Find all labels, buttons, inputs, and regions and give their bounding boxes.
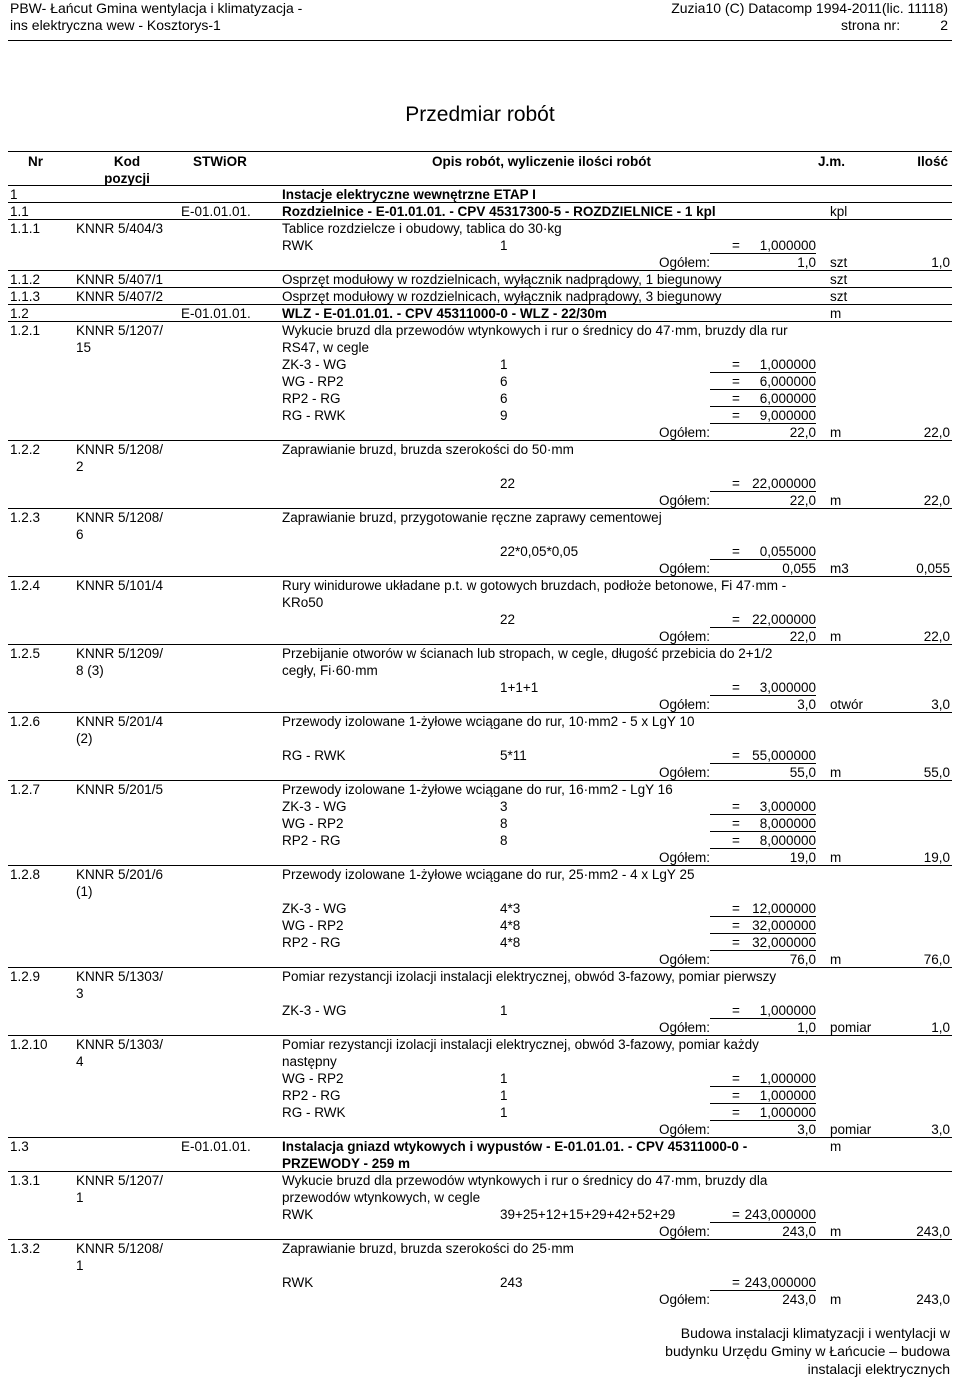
total-value: 3,0 (797, 1122, 816, 1137)
calc-expression: 1 (500, 1071, 508, 1086)
total-quantity: 19,0 (923, 850, 950, 865)
position-description: Przewody izolowane 1-żyłowe wciągane do rur, 16·mm2 - LgY 16 (282, 782, 673, 797)
calc-label: WG - RP2 (282, 1071, 344, 1086)
calc-label: WG - RP2 (282, 374, 344, 389)
row-rule (8, 219, 952, 220)
calc-equals: = (732, 748, 740, 763)
total-value: 19,0 (789, 850, 816, 865)
calc-result: 6,000000 (759, 391, 816, 406)
calc-equals: = (732, 1207, 740, 1222)
position-code: KNNR 5/1208/ 6 (76, 510, 164, 542)
row-rule (8, 1171, 952, 1172)
position-code: KNNR 5/201/4 (2) (76, 714, 164, 746)
position-code: KNNR 5/1208/ 1 (76, 1241, 164, 1273)
calc-label: RP2 - RG (282, 935, 341, 950)
total-unit: szt (830, 255, 848, 270)
row-rule (8, 304, 952, 305)
page-number-line (671, 17, 948, 34)
total-label: Ogółem: (658, 850, 710, 865)
total-unit: m (830, 952, 842, 967)
position-description: Pomiar rezystancji izolacji instalacji elektrycznej, obwód 3-fazowy, pomiar każdy następny (282, 1037, 759, 1069)
position-code: KNNR 5/407/2 (76, 289, 164, 304)
total-label: Ogółem: (658, 765, 710, 780)
total-unit: otwór (830, 697, 864, 712)
calc-label: RG - RWK (282, 748, 346, 763)
calc-equals: = (732, 391, 740, 406)
calc-label: RP2 - RG (282, 1088, 341, 1103)
calc-equals: = (732, 408, 740, 423)
footer-line-3: instalacji elektrycznych (807, 1361, 950, 1377)
footer-line-1: Budowa instalacji klimatyzacji i wentylacji w (680, 1325, 950, 1341)
calc-equals: = (732, 1275, 740, 1290)
total-unit: pomiar (830, 1020, 872, 1035)
total-quantity: 3,0 (931, 1122, 950, 1137)
total-value: 1,0 (797, 1020, 816, 1035)
calc-equals: = (732, 476, 740, 491)
footer-line-2: budynku Urzędu Gminy w Łańcucie – budowa (665, 1343, 950, 1359)
calc-label: RWK (282, 1207, 314, 1222)
position-number: 1.1.1 (10, 221, 41, 236)
calc-label: ZK-3 - WG (282, 901, 347, 916)
total-label: Ogółem: (658, 1020, 710, 1035)
position-number: 1.2.6 (10, 714, 41, 729)
total-unit: m (830, 1292, 842, 1307)
calc-expression: 4*8 (500, 918, 521, 933)
col-header-kod (104, 153, 150, 187)
calc-equals: = (732, 357, 740, 372)
stwior-code: E-01.01.01. (181, 1139, 251, 1154)
page-title: Przedmiar robót (405, 103, 555, 126)
total-label: Ogółem: (658, 561, 710, 576)
position-number: 1.3 (10, 1139, 29, 1154)
col-header-nr: Nr (28, 154, 44, 169)
position-description: Wykucie bruzd dla przewodów wtynkowych i rur o średnicy do 47·mm, bruzdy dla przewodów wtynkowych, w cegle (282, 1173, 768, 1205)
position-description: Tablice rozdzielcze i obudowy, tablica do 30·kg (282, 221, 562, 236)
calc-equals: = (732, 544, 740, 559)
calc-expression: 1+1+1 (500, 680, 539, 695)
calc-equals: = (732, 935, 740, 950)
calc-expression: 6 (500, 374, 508, 389)
calc-label: ZK-3 - WG (282, 357, 347, 372)
position-code: KNNR 5/1207/ 1 (76, 1173, 164, 1205)
total-quantity: 55,0 (923, 765, 950, 780)
position-number: 1.1 (10, 204, 29, 219)
position-description: Osprzęt modułowy w rozdzielnicach, wyłącznik nadprądowy, 3 biegunowy (282, 289, 722, 304)
calc-result: 243,000000 (744, 1275, 816, 1290)
calc-expression: 9 (500, 408, 508, 423)
calc-label: RWK (282, 238, 314, 253)
total-quantity: 22,0 (923, 493, 950, 508)
total-value: 22,0 (789, 629, 816, 644)
total-label: Ogółem: (658, 697, 710, 712)
calc-result: 22,000000 (752, 612, 816, 627)
calc-result: 32,000000 (752, 935, 816, 950)
calc-equals: = (732, 238, 740, 253)
position-unit: szt (830, 272, 848, 287)
total-label: Ogółem: (658, 425, 710, 440)
col-header-kod-line1: Kod (113, 154, 141, 169)
stwior-code: E-01.01.01. (181, 306, 251, 321)
calc-result: 1,000000 (759, 1088, 816, 1103)
position-code: KNNR 5/1303/ 4 (76, 1037, 164, 1069)
total-value: 3,0 (797, 697, 816, 712)
calc-expression: 8 (500, 833, 508, 848)
total-label: Ogółem: (658, 629, 710, 644)
calc-expression: 22*0,05*0,05 (500, 544, 579, 559)
calc-equals: = (732, 612, 740, 627)
calc-label: ZK-3 - WG (282, 1003, 347, 1018)
calc-label: WG - RP2 (282, 918, 344, 933)
header-rule (8, 40, 952, 41)
position-number: 1.2.1 (10, 323, 41, 338)
total-quantity: 22,0 (923, 425, 950, 440)
calc-expression: 1 (500, 1088, 508, 1103)
stwior-code: E-01.01.01. (181, 204, 251, 219)
calc-expression: 39+25+12+15+29+42+52+29 (500, 1207, 676, 1222)
col-header-opis: Opis robót, wyliczenie ilości robót (432, 154, 652, 169)
total-value: 1,0 (797, 255, 816, 270)
position-number: 1.1.2 (10, 272, 41, 287)
calc-equals: = (732, 833, 740, 848)
calc-label: RP2 - RG (282, 391, 341, 406)
total-unit: m (830, 1224, 842, 1239)
calc-expression: 1 (500, 1105, 508, 1120)
position-code: KNNR 5/201/6 (1) (76, 867, 164, 899)
col-header-kod-line2: pozycji (104, 171, 150, 186)
estimate-name: ins elektryczna wew - Kosztorys-1 (10, 17, 221, 33)
total-unit: m3 (830, 561, 849, 576)
position-description: WLZ - E-01.01.01. - CPV 45311000-0 - WLZ - 22/30m (282, 306, 607, 321)
calc-result: 8,000000 (759, 833, 816, 848)
calc-expression: 22 (500, 476, 516, 491)
calc-equals: = (732, 918, 740, 933)
col-header-stwior: STWiOR (193, 154, 247, 169)
position-number: 1.1.3 (10, 289, 41, 304)
total-unit: m (830, 493, 842, 508)
total-value: 243,0 (782, 1292, 816, 1307)
calc-label: RG - RWK (282, 408, 346, 423)
position-code: KNNR 5/201/5 (76, 782, 164, 797)
calc-equals: = (732, 799, 740, 814)
position-code: KNNR 5/1208/ 2 (76, 442, 164, 474)
calc-result: 243,000000 (744, 1207, 816, 1222)
position-number: 1.2.4 (10, 578, 41, 593)
calc-result: 1,000000 (759, 238, 816, 253)
position-number: 1.2.2 (10, 442, 41, 457)
position-description: Wykucie bruzd dla przewodów wtynkowych i rur o średnicy do 47·mm, bruzdy dla rur RS47, w cegle (282, 323, 788, 355)
calc-equals: = (732, 1071, 740, 1086)
position-unit: szt (830, 289, 848, 304)
total-quantity: 0,055 (916, 561, 950, 576)
row-rule (8, 185, 952, 186)
total-quantity: 3,0 (931, 697, 950, 712)
position-code: KNNR 5/101/4 (76, 578, 164, 593)
document-header-left (10, 0, 302, 34)
position-unit: kpl (830, 204, 848, 219)
total-value: 22,0 (789, 425, 816, 440)
total-quantity: 243,0 (916, 1292, 950, 1307)
document-header-right (671, 0, 948, 34)
calc-expression: 8 (500, 816, 508, 831)
calc-expression: 3 (500, 799, 508, 814)
document-footer (665, 1324, 950, 1378)
page-number: 2 (940, 17, 948, 33)
calc-expression: 1 (500, 1003, 508, 1018)
calc-expression: 5*11 (500, 748, 527, 763)
position-number: 1.2.8 (10, 867, 41, 882)
calc-result: 6,000000 (759, 374, 816, 389)
position-code: KNNR 5/1209/ 8 (3) (76, 646, 164, 678)
position-number: 1.2.9 (10, 969, 41, 984)
calc-result: 55,000000 (752, 748, 816, 763)
calc-label: RG - RWK (282, 1105, 346, 1120)
total-label: Ogółem: (658, 952, 710, 967)
total-label: Ogółem: (658, 1224, 710, 1239)
page-label: strona nr: (840, 17, 901, 33)
position-description: Osprzęt modułowy w rozdzielnicach, wyłącznik nadprądowy, 1 biegunowy (282, 272, 722, 287)
total-quantity: 22,0 (923, 629, 950, 644)
calc-result: 3,000000 (759, 680, 816, 695)
calc-expression: 6 (500, 391, 508, 406)
position-unit: m (830, 306, 842, 321)
calc-expression: 22 (500, 612, 516, 627)
calc-result: 8,000000 (759, 816, 816, 831)
calc-label: RWK (282, 1275, 314, 1290)
position-number: 1.2.7 (10, 782, 41, 797)
row-rule (8, 202, 952, 203)
position-number: 1.2.10 (10, 1037, 48, 1052)
software-info: Zuzia10 (C) Datacomp 1994-2011(lic. 11118) (671, 0, 948, 16)
position-description: Rozdzielnice - E-01.01.01. - CPV 45317300-5 - ROZDZIELNICE - 1 kpl (282, 204, 716, 219)
calc-result: 22,000000 (752, 476, 816, 491)
calc-result: 1,000000 (759, 357, 816, 372)
calc-result: 1,000000 (759, 1071, 816, 1086)
calc-equals: = (732, 374, 740, 389)
position-number: 1 (10, 187, 18, 202)
calc-equals: = (732, 901, 740, 916)
total-value: 22,0 (789, 493, 816, 508)
table-top-rule (8, 151, 952, 152)
total-quantity: 1,0 (931, 255, 950, 270)
position-code: KNNR 5/1207/ 15 (76, 323, 164, 355)
calc-expression: 4*8 (500, 935, 521, 950)
total-unit: m (830, 425, 842, 440)
position-code: KNNR 5/1303/ 3 (76, 969, 164, 1001)
total-label: Ogółem: (658, 255, 710, 270)
total-quantity: 243,0 (916, 1224, 950, 1239)
col-header-jm: J.m. (818, 154, 846, 169)
total-label: Ogółem: (658, 1122, 710, 1137)
calc-equals: = (732, 680, 740, 695)
calc-expression: 4*3 (500, 901, 521, 916)
position-number: 1.2.3 (10, 510, 41, 525)
position-description: Instacje elektryczne wewnętrzne ETAP I (282, 187, 536, 202)
calc-equals: = (732, 1003, 740, 1018)
project-name: PBW- Łańcut Gmina wentylacja i klimatyzacja - (10, 0, 303, 16)
position-description: Zaprawianie bruzd, bruzda szerokości do 25·mm (282, 1241, 574, 1256)
total-value: 55,0 (789, 765, 816, 780)
calc-expression: 1 (500, 238, 508, 253)
total-label: Ogółem: (658, 1292, 710, 1307)
position-code: KNNR 5/407/1 (76, 272, 164, 287)
position-description: Rury winidurowe układane p.t. w gotowych bruzdach, podłoże betonowe, Fi 47·mm - KRo50 (282, 578, 787, 610)
calc-result: 0,055000 (759, 544, 816, 559)
total-value: 76,0 (789, 952, 816, 967)
position-number: 1.3.1 (10, 1173, 41, 1188)
row-rule (8, 287, 952, 288)
position-number: 1.2 (10, 306, 29, 321)
calc-label: RP2 - RG (282, 833, 341, 848)
total-unit: m (830, 765, 842, 780)
row-rule (8, 321, 952, 322)
position-description: Przewody izolowane 1-żyłowe wciągane do rur, 25·mm2 - 4 x LgY 25 (282, 867, 695, 882)
total-quantity: 1,0 (931, 1020, 950, 1035)
position-unit: m (830, 1139, 842, 1154)
total-unit: m (830, 629, 842, 644)
calc-equals: = (732, 1105, 740, 1120)
position-description: Zaprawianie bruzd, bruzda szerokości do 50·mm (282, 442, 574, 457)
total-value: 0,055 (782, 561, 816, 576)
calc-result: 1,000000 (759, 1003, 816, 1018)
position-description: Przebijanie otworów w ścianach lub stropach, w cegle, długość przebicia do 2+1/2 cegły, Fi·60·mm (282, 646, 773, 678)
position-description: Instalacja gniazd wtykowych i wypustów - E-01.01.01. - CPV 45311000-0 - PRZEWODY - 259 m (282, 1139, 748, 1171)
calc-equals: = (732, 816, 740, 831)
calc-result: 32,000000 (752, 918, 816, 933)
calc-equals: = (732, 1088, 740, 1103)
position-description: Pomiar rezystancji izolacji instalacji elektrycznej, obwód 3-fazowy, pomiar pierwszy (282, 969, 777, 984)
total-unit: pomiar (830, 1122, 872, 1137)
position-number: 1.3.2 (10, 1241, 41, 1256)
position-number: 1.2.5 (10, 646, 41, 661)
total-label: Ogółem: (658, 493, 710, 508)
col-header-ilosc: Ilość (917, 154, 948, 169)
total-unit: m (830, 850, 842, 865)
calc-expression: 1 (500, 357, 508, 372)
calc-result: 3,000000 (759, 799, 816, 814)
total-quantity: 76,0 (923, 952, 950, 967)
calc-label: WG - RP2 (282, 816, 344, 831)
position-description: Przewody izolowane 1-żyłowe wciągane do rur, 10·mm2 - 5 x LgY 10 (282, 714, 695, 729)
calc-expression: 243 (500, 1275, 523, 1290)
total-value: 243,0 (782, 1224, 816, 1239)
calc-result: 1,000000 (759, 1105, 816, 1120)
calc-label: ZK-3 - WG (282, 799, 347, 814)
calc-result: 12,000000 (752, 901, 816, 916)
calc-result: 9,000000 (759, 408, 816, 423)
position-description: Zaprawianie bruzd, przygotowanie ręczne zaprawy cementowej (282, 510, 662, 525)
position-code: KNNR 5/404/3 (76, 221, 164, 236)
